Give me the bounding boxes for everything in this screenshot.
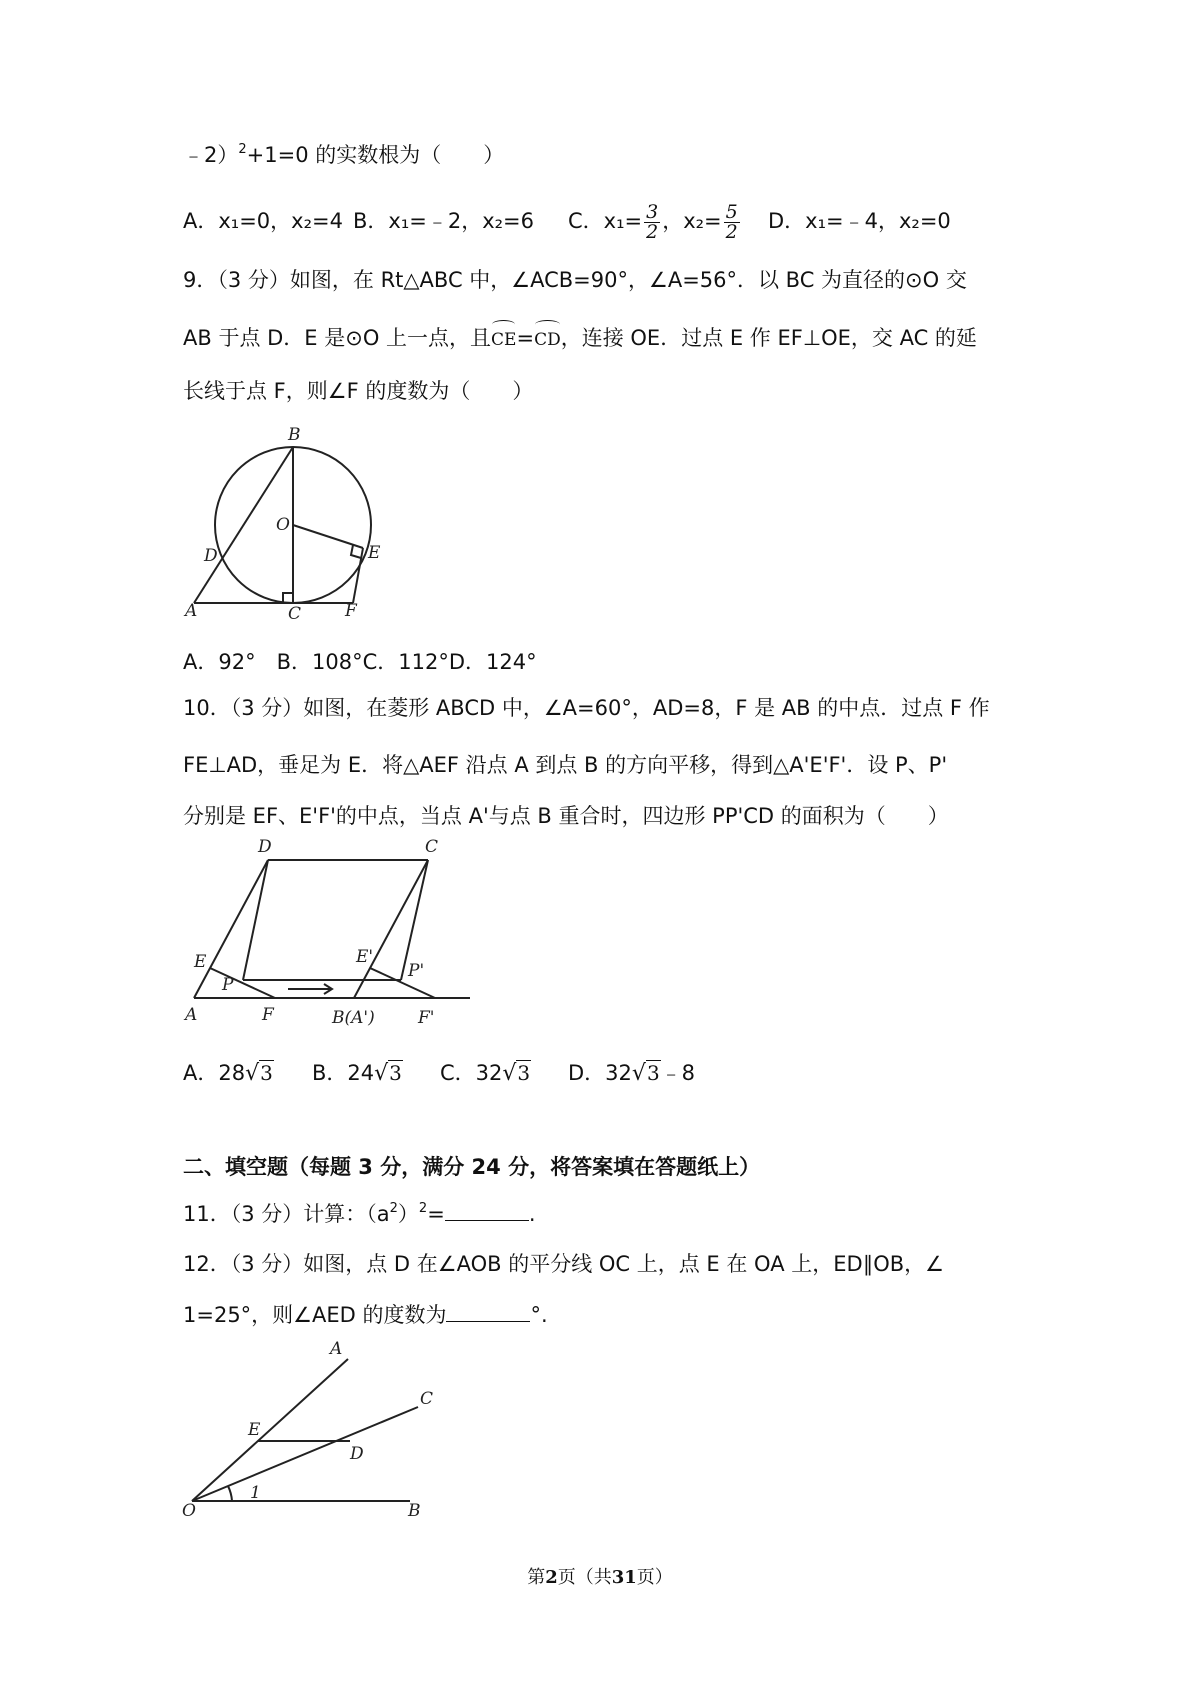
label-b: B (288, 425, 301, 445)
sqrt-3: √3 (502, 1061, 531, 1086)
label-p: P (222, 975, 234, 995)
q9-options: A．92° B．108°C．112°D．124° (183, 650, 537, 674)
angle-1-arc (228, 1486, 232, 1501)
q9-line-1: 9．（3 分）如图，在 Rt△ABC 中，∠ACB=90°，∠A=56°．以 BC 为直径的⊙O 交 (183, 268, 967, 292)
q8-stem: ﹣2）$^2$+1=0 的实数根为（ ） (183, 142, 505, 167)
q10-line-2: FE⊥AD，垂足为 E．将△AEF 沿点 A 到点 B 的方向平移，得到△A'E'F'．设 P、P' (183, 753, 948, 777)
answer-blank[interactable] (446, 1301, 530, 1322)
label-a: A (185, 1005, 198, 1025)
q9-line-2: AB 于点 D．E 是⊙O 上一点，且CE=CD，连接 OE．过点 E 作 EF⊥OE，交 AC 的延 (183, 323, 977, 355)
answer-blank[interactable] (445, 1200, 529, 1221)
label-f-prime: F' (418, 1008, 435, 1028)
segment-dp (243, 860, 268, 980)
section-heading: 二、填空题（每题 3 分，满分 24 分，将答案填在答题纸上） (183, 1155, 761, 1179)
fraction-3-2: $\frac{3}{2}$ (646, 200, 659, 243)
q10-rhombus-figure (180, 830, 480, 1030)
label-a: A (330, 1339, 343, 1359)
label-angle-1: 1 (250, 1483, 261, 1503)
q8-option-c: C．x₁= $\frac{3}{2}$ ，x₂= $\frac{5}{2}$ (568, 200, 738, 243)
q9-circle-figure (180, 420, 400, 620)
label-o: O (182, 1501, 196, 1518)
label-b: B (408, 1501, 421, 1518)
label-f: F (262, 1005, 274, 1025)
q12-line-2: 1=25°，则∠AED 的度数为 °. (183, 1303, 548, 1327)
q8-option-a: A．x₁=0，x₂=4 (183, 209, 343, 233)
sqrt-3: √3 (245, 1061, 273, 1086)
label-a: A (185, 601, 198, 620)
label-d: D (204, 546, 218, 566)
label-d: D (258, 837, 272, 857)
label-o: O (276, 515, 290, 535)
ray-oa (192, 1359, 348, 1501)
label-b-a-prime: B(A') (332, 1008, 375, 1028)
q8-option-d: D．x₁=﹣4，x₂=0 (768, 209, 951, 233)
q9-line-3: 长线于点 F，则∠F 的度数为（ ） (183, 379, 534, 403)
q11: 11．（3 分）计算：$(a^2)^2=$ . (183, 1201, 536, 1226)
label-e: E (194, 952, 207, 972)
label-e: E (248, 1420, 261, 1440)
q10-option-d: D．32√3﹣8 (568, 1058, 695, 1089)
sqrt-3: √3 (374, 1061, 402, 1086)
arc-cd: CD (534, 323, 561, 355)
segment-ef (210, 968, 275, 998)
q10-option-b: B．24√3 (312, 1058, 403, 1089)
label-p-prime: P' (408, 961, 425, 981)
label-c: C (288, 604, 302, 620)
label-c: C (420, 1389, 434, 1409)
label-e: E (368, 543, 381, 563)
arc-ce: CE (491, 323, 516, 355)
q10-option-c: C．32√3 (440, 1058, 531, 1089)
ray-oc (192, 1407, 418, 1501)
q12-line-1: 12．（3 分）如图，点 D 在∠AOB 的平分线 OC 上，点 E 在 OA 上，ED∥OB，∠ (183, 1252, 944, 1276)
label-d: D (350, 1444, 364, 1464)
segment-oe (293, 525, 363, 548)
q8-option-b: B．x₁=﹣2，x₂=6 (353, 209, 535, 233)
page-footer: 第2页（共31页） (527, 1567, 673, 1588)
q10-line-3: 分别是 EF、E'F'的中点，当点 A'与点 B 重合时，四边形 PP'CD 的面积为（ ） (183, 804, 949, 828)
q10-option-a: A．28√3 (183, 1058, 274, 1089)
q12-angle-figure (180, 1338, 440, 1518)
fraction-5-2: $\frac{5}{2}$ (725, 200, 738, 243)
label-e-prime: E' (356, 947, 374, 967)
right-angle-c (283, 593, 293, 603)
label-c: C (425, 837, 439, 857)
sqrt-3: √3 (631, 1061, 660, 1086)
q10-line-1: 10．（3 分）如图，在菱形 ABCD 中，∠A=60°，AD=8，F 是 AB 的中点．过点 F 作 (183, 696, 990, 720)
label-f: F (345, 601, 357, 620)
